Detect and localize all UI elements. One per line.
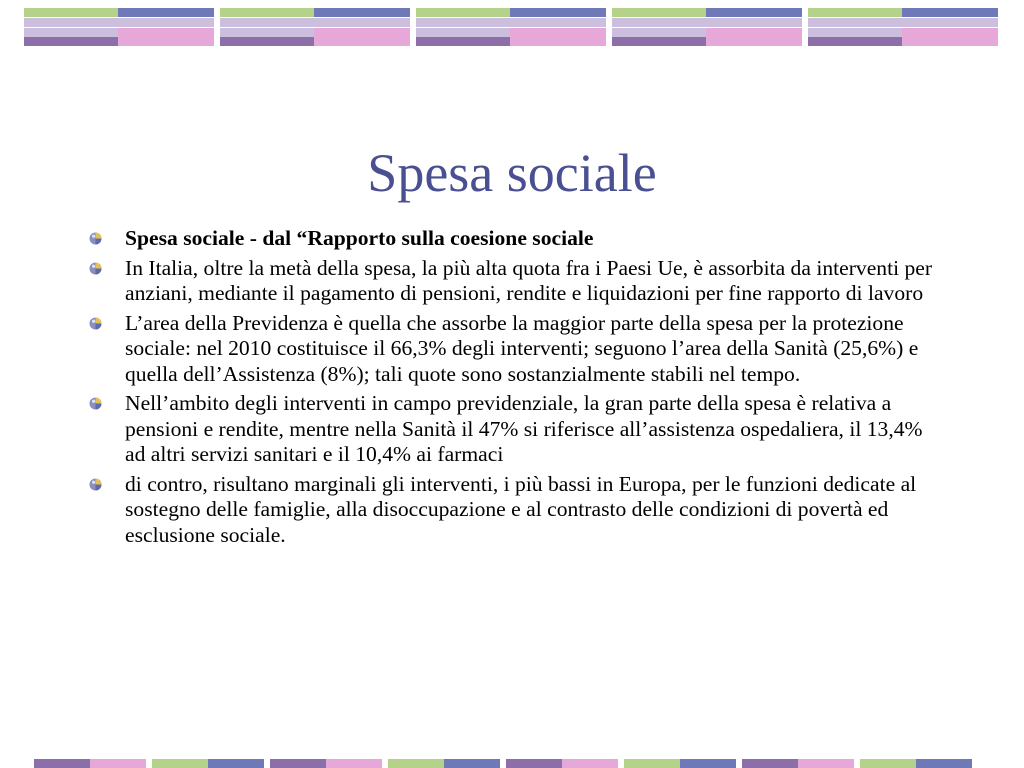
- bullet-item: [88, 391, 948, 468]
- stripe-bar: [902, 28, 998, 37]
- stripe-bar: [24, 37, 118, 46]
- bullet-text: In Italia, oltre la metà della spesa, la più alta quota fra i Paesi Ue, è assorbita da interventi per anziani, mediante il pagamento di pensioni, rendite e liquidazioni per fine rapporto di lavoro: [125, 255, 933, 305]
- stripe-bar: [706, 8, 802, 17]
- stripe-bar: [34, 759, 90, 768]
- stripe-bar: [510, 18, 606, 27]
- stripe-bar: [388, 759, 444, 768]
- stripe-bar: [118, 37, 214, 46]
- bullet-item: [88, 311, 948, 388]
- stripe-bar: [808, 18, 902, 27]
- stripe-bar: [24, 28, 118, 37]
- stripe-bar: [118, 28, 214, 37]
- stripe-block: [220, 8, 410, 46]
- stripe-bar: [416, 18, 510, 27]
- stripe-block: [612, 8, 802, 46]
- stripe-bar: [220, 37, 314, 46]
- stripe-bar: [808, 37, 902, 46]
- bullet-sphere-icon: [89, 317, 102, 330]
- stripe-bar: [612, 18, 706, 27]
- stripe-bar: [220, 18, 314, 27]
- stripe-bar: [416, 37, 510, 46]
- stripe-block: [808, 8, 998, 46]
- stripe-bar: [902, 18, 998, 27]
- bullet-sphere-icon: [89, 232, 102, 245]
- slide-title: Spesa sociale: [367, 143, 657, 204]
- stripe-bar: [860, 759, 916, 768]
- bullet-item: [88, 226, 948, 252]
- stripe-bar: [314, 18, 410, 27]
- stripe-bar: [808, 8, 902, 17]
- bullet-sphere-icon: [89, 478, 102, 491]
- bullet-text: di contro, risultano marginali gli interventi, i più bassi in Europa, per le funzioni dedicate al sostegno delle famiglie, alla disoccupazione e al contrasto delle condizioni di povertà ed esclusione sociale.: [125, 471, 917, 547]
- stripe-bar: [118, 8, 214, 17]
- stripe-bar: [902, 8, 998, 17]
- bullet-sphere-icon: [89, 262, 102, 275]
- bullet-item: [88, 256, 948, 307]
- stripe-bar: [612, 28, 706, 37]
- stripe-block: [24, 8, 214, 46]
- stripe-bar: [220, 8, 314, 17]
- stripe-bar: [208, 759, 264, 768]
- stripe-bar: [90, 759, 146, 768]
- stripe-bar: [510, 37, 606, 46]
- stripe-bar: [24, 18, 118, 27]
- bullet-list: [88, 226, 948, 552]
- stripe-bar: [118, 18, 214, 27]
- stripe-bar: [562, 759, 618, 768]
- stripe-bar: [506, 759, 562, 768]
- stripe-bar: [416, 8, 510, 17]
- stripe-bar: [706, 18, 802, 27]
- stripe-bar: [680, 759, 736, 768]
- stripe-bar: [444, 759, 500, 768]
- stripe-bar: [510, 28, 606, 37]
- stripe-bar: [916, 759, 972, 768]
- bullet-sphere-icon: [89, 397, 102, 410]
- stripe-bar: [24, 8, 118, 17]
- stripe-bar: [326, 759, 382, 768]
- stripe-bar: [220, 28, 314, 37]
- stripe-bar: [314, 8, 410, 17]
- bottom-decorative-band: [0, 757, 1024, 768]
- bullet-text: Spesa sociale - dal “Rapporto sulla coesione sociale: [125, 226, 594, 250]
- bullet-text: L’area della Previdenza è quella che assorbe la maggior parte della spesa per la protezione sociale: nel 2010 costituisce il 66,3% degli interventi; seguono l’area della Sanità (25,6%) e quella dell’Assistenza (8%); tali quote sono sostanzialmente stabili nel tempo.: [125, 310, 919, 386]
- stripe-bar: [902, 37, 998, 46]
- stripe-bar: [808, 28, 902, 37]
- stripe-bar: [270, 759, 326, 768]
- stripe-bar: [314, 37, 410, 46]
- top-decorative-band: [0, 0, 1024, 52]
- stripe-block: [416, 8, 606, 46]
- stripe-bar: [624, 759, 680, 768]
- stripe-bar: [416, 28, 510, 37]
- stripe-bar: [152, 759, 208, 768]
- stripe-bar: [798, 759, 854, 768]
- stripe-bar: [510, 8, 606, 17]
- bullet-text: Nell’ambito degli interventi in campo previdenziale, la gran parte della spesa è relativa a pensioni e rendite, mentre nella Sanità il 47% si riferisce all’assistenza ospedaliera, il 13,4% ad altri servizi sanitari e il 10,4% ai farmaci: [125, 391, 923, 466]
- bullet-item: [88, 472, 948, 549]
- stripe-bar: [612, 37, 706, 46]
- stripe-bar: [706, 28, 802, 37]
- stripe-bar: [314, 28, 410, 37]
- stripe-bar: [612, 8, 706, 17]
- stripe-bar: [706, 37, 802, 46]
- stripe-bar: [742, 759, 798, 768]
